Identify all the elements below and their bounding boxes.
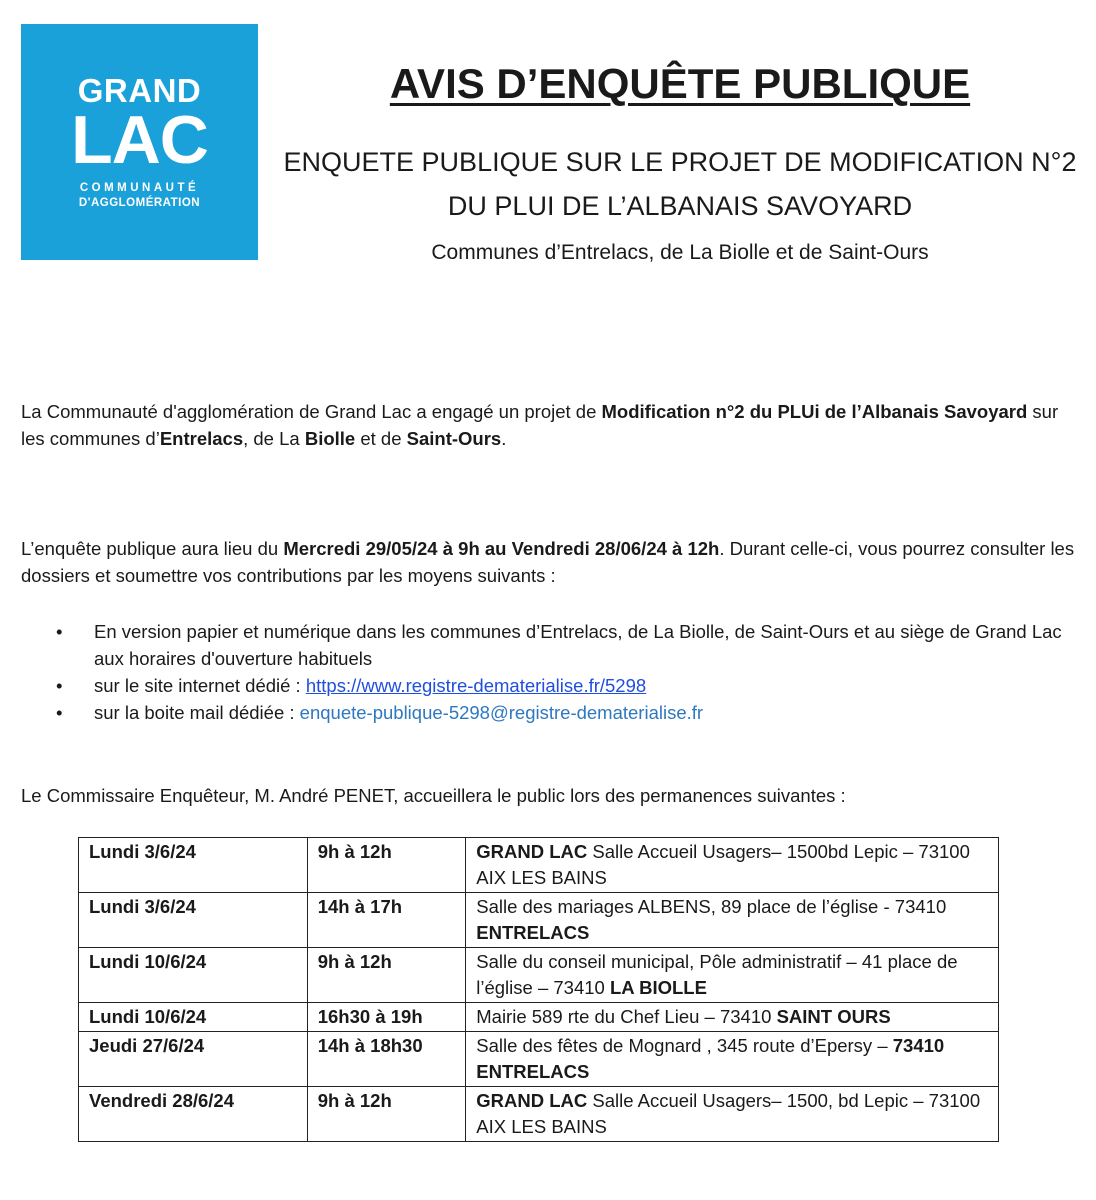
intro-text: . [501,428,507,449]
permanence-location [466,1003,999,1032]
intro-paragraph [21,398,1081,452]
intro-bold-saint-ours: Saint-Ours [406,428,502,449]
location-text: Salle des mariages ALBENS, 89 place de l’église - 73410 [476,896,947,917]
permanence-hours: 9h à 12h [307,948,466,1003]
bullet-icon: • [56,621,63,642]
logo-line-lac: LAC [71,102,208,178]
commissioner-paragraph: Le Commissaire Enquêteur, M. André PENET, accueillera le public lors des permanences suivantes : [21,785,846,806]
location-bold: GRAND LAC [476,841,588,862]
permanence-date: Lundi 10/6/24 [79,1003,308,1032]
communes-line: Communes d’Entrelacs, de La Biolle et de Saint-Ours [431,241,929,264]
permanence-date: Vendredi 28/6/24 [79,1087,308,1142]
table-row [79,1003,999,1032]
permanence-date: Jeudi 27/6/24 [79,1032,308,1087]
permanence-hours: 14h à 18h30 [307,1032,466,1087]
registre-email-link[interactable]: enquete-publique-5298@registre-dematerialise.fr [299,702,704,723]
location-text: Mairie 589 rte du Chef Lieu – 73410 [476,1006,777,1027]
logo-line-agglomeration: D'AGGLOMÉRATION [78,197,201,209]
table-row [79,948,999,1003]
page-title: AVIS D’ENQUÊTE PUBLIQUE [389,60,971,107]
permanence-location [466,1087,999,1142]
table-row [79,1087,999,1142]
intro-text: et de [355,428,407,449]
permanence-location [466,838,999,893]
intro-bold-project: Modification n°2 du PLUi de l’Albanais Savoyard [601,401,1028,422]
intro-text: La Communauté d'agglomération de Grand Lac a engagé un projet de [21,401,602,422]
subtitle-line-2: DU PLUI DE L’ALBANAIS SAVOYARD [447,191,913,221]
registre-website-link[interactable]: https://www.registre-dematerialise.fr/5298 [305,675,647,696]
location-text: Salle du conseil municipal, Pôle administratif – 41 place de l’église – 73410 [476,951,958,998]
permanence-hours: 14h à 17h [307,893,466,948]
intro-bold-biolle: Biolle [304,428,356,449]
means-website-label: sur le site internet dédié : [94,675,306,696]
location-bold: SAINT OURS [776,1006,891,1027]
grand-lac-logo [21,24,258,260]
permanence-hours: 9h à 12h [307,1087,466,1142]
location-bold: 73410 ENTRELACS [476,1035,945,1082]
permanences-table [78,837,999,1142]
permanence-date: Lundi 3/6/24 [79,893,308,948]
logo-line-grand: GRAND [77,72,202,109]
bullet-icon: • [56,675,63,696]
permanence-hours: 9h à 12h [307,838,466,893]
location-text: Salle Accueil Usagers– 1500, bd Lepic – 73100 AIX LES BAINS [476,1090,981,1137]
list-item [56,699,1066,726]
permanence-location [466,893,999,948]
location-text: Salle des fêtes de Mognard , 345 route d’Epersy – [476,1035,893,1056]
permanence-date: Lundi 3/6/24 [79,838,308,893]
intro-bold-entrelacs: Entrelacs [159,428,244,449]
period-text: L’enquête publique aura lieu du [21,538,284,559]
location-bold: ENTRELACS [476,922,590,943]
period-dates: Mercredi 29/05/24 à 9h au Vendredi 28/06/24 à 12h [283,538,720,559]
intro-text: , de La [243,428,305,449]
permanence-location [466,1032,999,1087]
table-row [79,1032,999,1087]
list-item [56,672,1066,699]
list-item [56,618,1066,672]
permanence-hours: 16h30 à 19h [307,1003,466,1032]
contribution-means-list [56,618,1066,726]
table-row [79,838,999,893]
page-subtitle [280,140,1080,228]
means-paper: En version papier et numérique dans les communes d’Entrelacs, de La Biolle, de Saint-Ours et au siège de Grand Lac aux horaires d'ouverture habituels [94,621,1062,669]
table-row [79,893,999,948]
permanence-location [466,948,999,1003]
period-paragraph [21,535,1081,589]
subtitle-line-1: ENQUETE PUBLIQUE SUR LE PROJET DE MODIFICATION N°2 [283,147,1077,177]
intro-text: sur les communes d’ [21,401,1059,449]
location-text: Salle Accueil Usagers– 1500bd Lepic – 73100 AIX LES BAINS [476,841,970,888]
location-bold: GRAND LAC [476,1090,588,1111]
bullet-icon: • [56,702,63,723]
period-text: . Durant celle-ci, vous pourrez consulter les dossiers et soumettre vos contributions par les moyens suivants : [21,538,1075,586]
logo-line-communaute: COMMUNAUTÉ [79,182,200,194]
permanence-date: Lundi 10/6/24 [79,948,308,1003]
means-mail-label: sur la boite mail dédiée : [94,702,300,723]
location-bold: LA BIOLLE [609,977,707,998]
